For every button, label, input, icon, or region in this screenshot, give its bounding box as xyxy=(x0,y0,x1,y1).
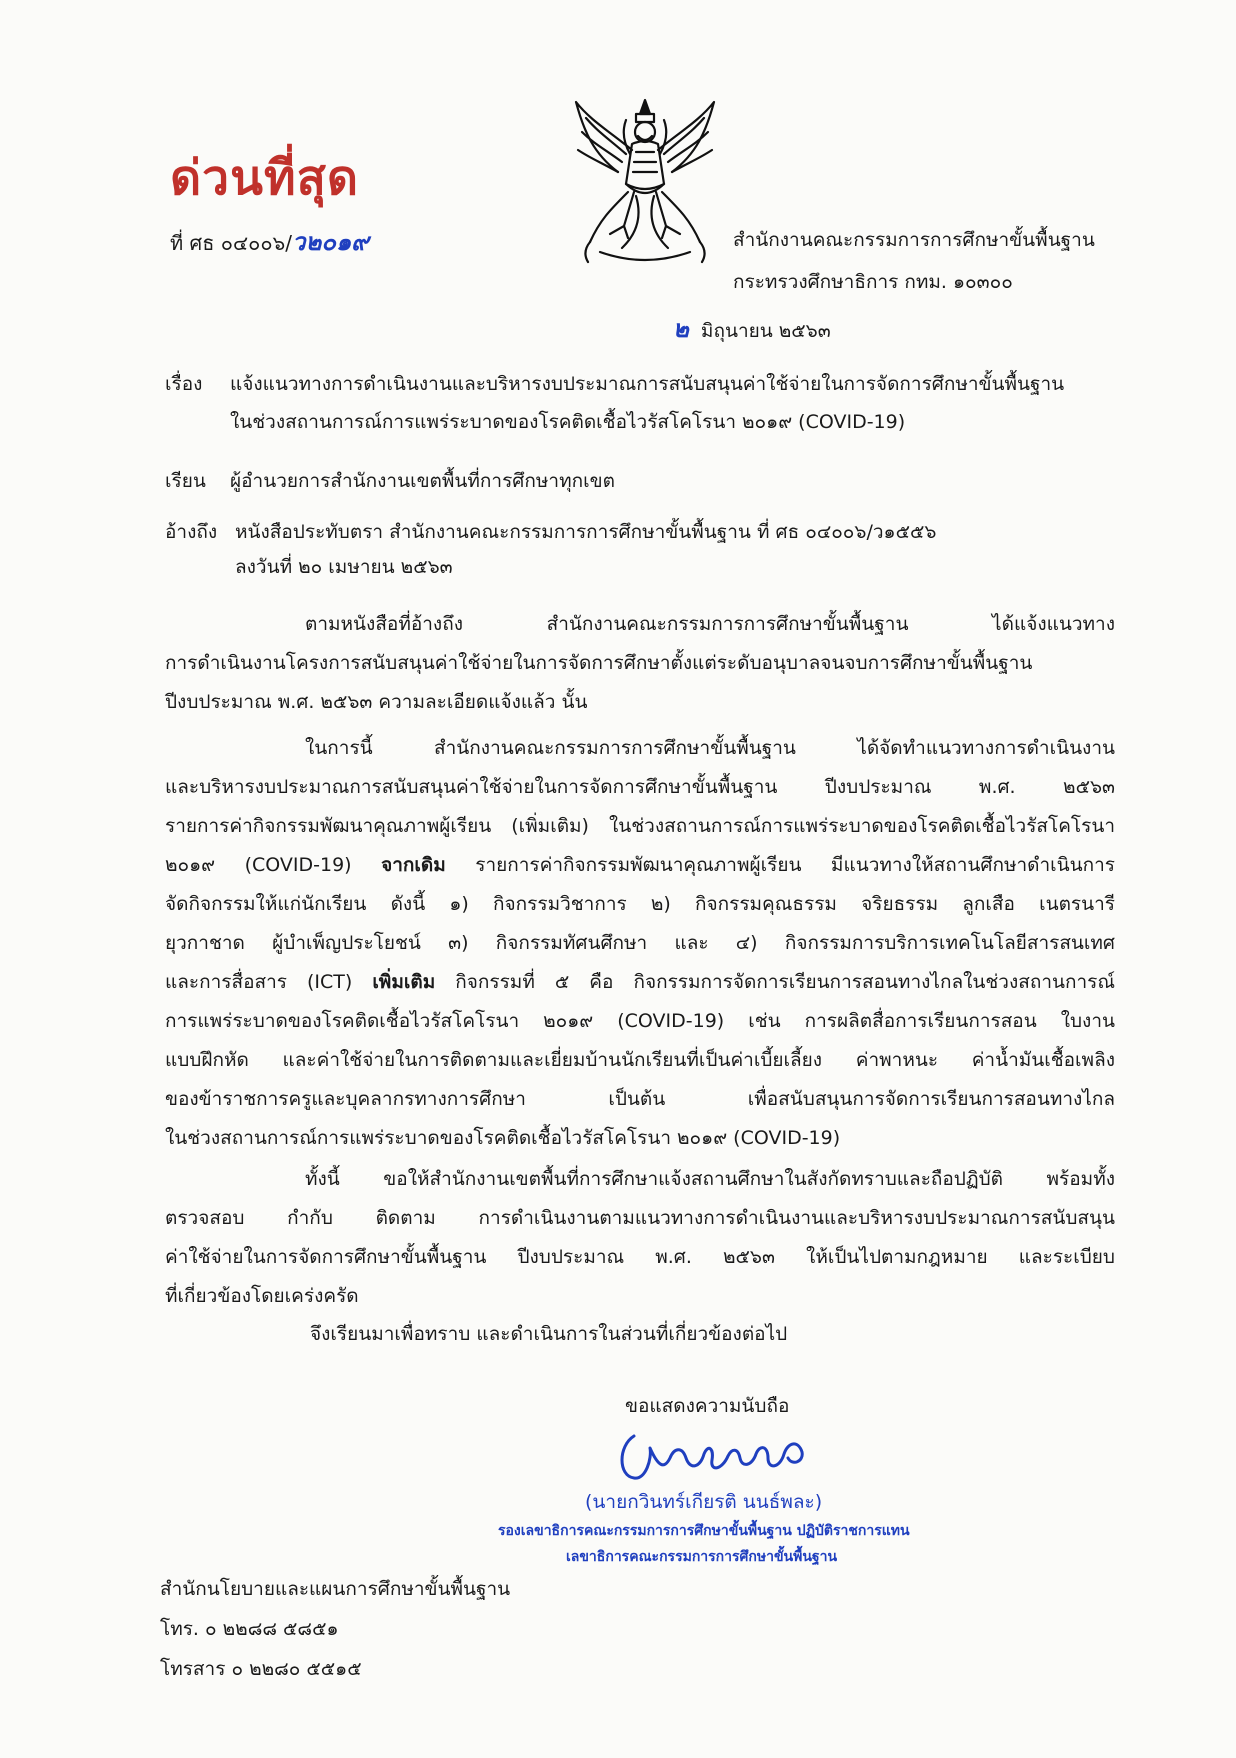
paragraph-line: จัดกิจกรรมให้แก่นักเรียน ดังนี้ ๑) กิจกรรมวิชาการ ๒) กิจกรรมคุณธรรม จริยธรรม ลูกเสือ เนตรนารี xyxy=(165,893,1115,915)
date-day-handwritten: ๒ xyxy=(673,315,689,343)
paragraph-line-part: และการสื่อสาร (ICT) xyxy=(165,971,353,993)
paragraph-line: ทั้งนี้ ขอให้สำนักงานเขตพื้นที่การศึกษาแจ้งสถานศึกษาในสังกัดทราบและถือปฏิบัติ พร้อมทั้ง xyxy=(305,1168,1115,1190)
paragraph-line: ของข้าราชการครูและบุคลากรทางการศึกษา เป็นต้น เพื่อสนับสนุนการจัดการเรียนการสอนทางไกล xyxy=(165,1088,1115,1110)
paragraph-line: แบบฝึกหัด และค่าใช้จ่ายในการติดตามและเยี่ยมบ้านนักเรียนที่เป็นค่าเบี้ยเลี้ยง ค่าพาหนะ ค่าน้ำมันเชื้อเพลิง xyxy=(165,1049,1115,1071)
recipient-text: ผู้อำนวยการสำนักงานเขตพื้นที่การศึกษาทุกเขต xyxy=(230,470,615,492)
issuer-ministry: กระทรวงศึกษาธิการ กทม. ๑๐๓๐๐ xyxy=(733,271,1013,293)
subject-label: เรื่อง xyxy=(165,373,203,395)
subject-line-2: ในช่วงสถานการณ์การแพร่ระบาดของโรคติดเชื้อไวรัสโคโรนา ๒๐๑๙ (COVID-19) xyxy=(230,411,906,433)
contact-fax: โทรสาร ๐ ๒๒๘๐ ๕๕๑๕ xyxy=(160,1658,362,1680)
paragraph-line xyxy=(165,963,1115,1002)
body-paragraph-2 xyxy=(165,729,1115,1158)
paragraph-line: ปีงบประมาณ พ.ศ. ๒๕๖๓ ความละเอียดแจ้งแล้ว นั้น xyxy=(165,691,588,713)
paragraph-line: รายการค่ากิจกรรมพัฒนาคุณภาพผู้เรียน (เพิ่มเติม) ในช่วงสถานการณ์การแพร่ระบาดของโรคติดเชื้อไวรัสโคโรนา xyxy=(165,815,1115,837)
signer-title-line-1: รองเลขาธิการคณะกรรมการการศึกษาขั้นพื้นฐาน ปฏิบัติราชการแทน xyxy=(498,1523,910,1539)
paragraph-line: การดำเนินงานโครงการสนับสนุนค่าใช้จ่ายในการจัดการศึกษาตั้งแต่ระดับอนุบาลจนจบการศึกษาขั้นพื้นฐาน xyxy=(165,652,1033,674)
paragraph-line-part: กิจกรรมที่ ๕ คือ กิจกรรมการจัดการเรียนการสอนทางไกลในช่วงสถานการณ์ xyxy=(455,971,1115,993)
subject-line-1: แจ้งแนวทางการดำเนินงานและบริหารงบประมาณการสนับสนุนค่าใช้จ่ายในการจัดการศึกษาขั้นพื้นฐาน xyxy=(230,373,1065,395)
handwritten-signature xyxy=(612,1418,812,1488)
garuda-emblem-icon xyxy=(570,92,720,267)
reference-line-1: หนังสือประทับตรา สำนักงานคณะกรรมการการศึกษาขั้นพื้นฐาน ที่ ศธ ๐๔๐๐๖/ว๑๕๕๖ xyxy=(235,521,937,543)
paragraph-line xyxy=(165,846,1115,885)
paragraph-line: ยุวกาชาด ผู้บำเพ็ญประโยชน์ ๓) กิจกรรมทัศนศึกษา และ ๔) กิจกรรมการบริการเทคโนโลยีสารสนเทศ xyxy=(165,932,1115,954)
urgency-stamp: ด่วนที่สุด xyxy=(170,150,360,206)
contact-office: สำนักนโยบายและแผนการศึกษาขั้นพื้นฐาน xyxy=(160,1578,511,1600)
paragraph-line-part: ๒๐๑๙ (COVID-19) xyxy=(165,854,352,876)
reference-number xyxy=(170,222,369,261)
paragraph-line: การแพร่ระบาดของโรคติดเชื้อไวรัสโคโรนา ๒๐๑๙ (COVID-19) เช่น การผลิตสื่อการเรียนการสอน ใบงาน xyxy=(165,1010,1115,1032)
paragraph-line: ในช่วงสถานการณ์การแพร่ระบาดของโรคติดเชื้อไวรัสโคโรนา ๒๐๑๙ (COVID-19) xyxy=(165,1127,841,1149)
paragraph-line: ตรวจสอบ กำกับ ติดตาม การดำเนินงานตามแนวทางการดำเนินงานและบริหารงบประมาณการสนับสนุน xyxy=(165,1207,1115,1229)
reference-line-2: ลงวันที่ ๒๐ เมษายน ๒๕๖๓ xyxy=(235,556,453,578)
paragraph-line: ตามหนังสือที่อ้างถึง สำนักงานคณะกรรมการการศึกษาขั้นพื้นฐาน ได้แจ้งแนวทาง xyxy=(305,613,1115,635)
date-month-year: มิถุนายน ๒๕๖๓ xyxy=(700,320,831,342)
contact-telephone: โทร. ๐ ๒๒๘๘ ๕๘๕๑ xyxy=(160,1618,339,1640)
paragraph-line: และบริหารงบประมาณการสนับสนุนค่าใช้จ่ายในการจัดการศึกษาขั้นพื้นฐาน ปีงบประมาณ พ.ศ. ๒๕๖๓ xyxy=(165,776,1115,798)
reference-number-handwritten: ว๒๐๑๙ xyxy=(292,228,369,256)
reference-label: อ้างถึง xyxy=(165,521,218,543)
regards-text: ขอแสดงความนับถือ xyxy=(625,1395,790,1417)
body-paragraph-3 xyxy=(165,1160,1115,1316)
emphasis-from-original: จากเดิม xyxy=(381,854,446,876)
recipient-label: เรียน xyxy=(165,470,206,492)
closing-sentence: จึงเรียนมาเพื่อทราบ และดำเนินการในส่วนที่เกี่ยวข้องต่อไป xyxy=(310,1323,788,1345)
emphasis-additional: เพิ่มเติม xyxy=(372,971,436,993)
paragraph-line: ค่าใช้จ่ายในการจัดการศึกษาขั้นพื้นฐาน ปีงบประมาณ พ.ศ. ๒๕๖๓ ให้เป็นไปตามกฎหมาย และระเบียบ xyxy=(165,1246,1115,1268)
issuer-office: สำนักงานคณะกรรมการการศึกษาขั้นพื้นฐาน xyxy=(733,229,1095,251)
paragraph-line-part: รายการค่ากิจกรรมพัฒนาคุณภาพผู้เรียน มีแนวทางให้สถานศึกษาดำเนินการ xyxy=(475,854,1116,876)
reference-prefix: ที่ ศธ ๐๔๐๐๖/ xyxy=(170,231,292,255)
body-paragraph-1 xyxy=(165,605,1115,722)
signer-name: (นายกวินทร์เกียรติ นนธ์พละ) xyxy=(585,1491,823,1513)
document-date xyxy=(673,315,831,345)
paragraph-line: ที่เกี่ยวข้องโดยเคร่งครัด xyxy=(165,1285,359,1307)
signer-title-line-2: เลขาธิการคณะกรรมการการศึกษาขั้นพื้นฐาน xyxy=(566,1549,838,1565)
paragraph-line: ในการนี้ สำนักงานคณะกรรมการการศึกษาขั้นพื้นฐาน ได้จัดทำแนวทางการดำเนินงาน xyxy=(305,737,1115,759)
